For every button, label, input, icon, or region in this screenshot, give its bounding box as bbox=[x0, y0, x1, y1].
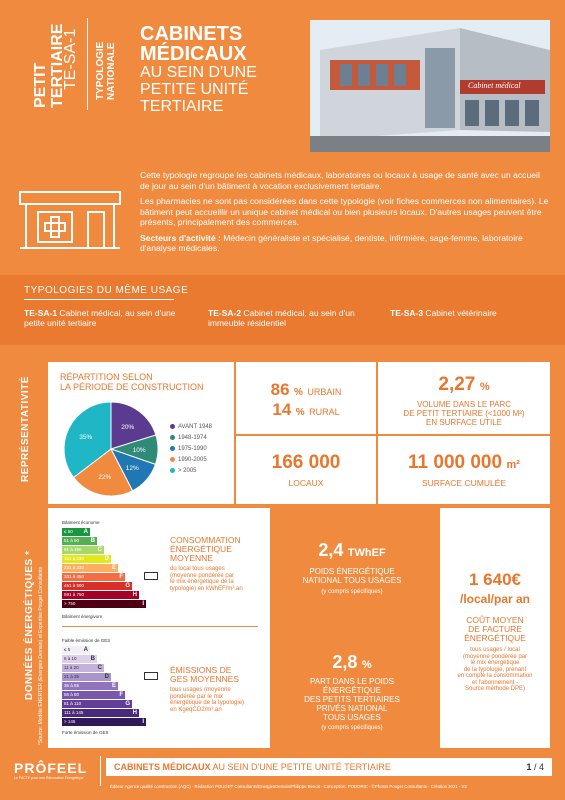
scale-row-d bbox=[62, 673, 111, 681]
header-band bbox=[0, 0, 565, 160]
source-note: *Source: Modèle ENERTER (Energies Demain) et Expertise Pouget Consultants bbox=[38, 566, 44, 745]
scale-range: 111 à 145 bbox=[64, 710, 84, 715]
scale-range: 11 à 20 bbox=[64, 665, 79, 670]
representativite-label: REPRÉSENTATIVITÉ bbox=[20, 376, 31, 482]
ges-bottom-label: Forte émission de GES bbox=[62, 730, 109, 735]
footer-rule bbox=[100, 756, 101, 786]
scale-range: 151 à 230 bbox=[64, 556, 85, 561]
scale-range: 36 à 55 bbox=[64, 683, 80, 688]
photo-sign-text: Cabinet médical bbox=[468, 81, 521, 90]
scale-range: ≤ 50 bbox=[64, 529, 73, 534]
footer-credits: Éditeur Agence qualité construction (AQC) - Rédaction POUGET Consultants/EnergiesDemain/Philippe Benoit - Conception: PODORIC - ©Photos Pouget Consultants - Création 2021 - V2 bbox=[110, 784, 467, 789]
energy-cost-panel bbox=[440, 508, 550, 748]
scale-row-h bbox=[62, 709, 139, 717]
energy-divider bbox=[62, 626, 258, 627]
surface-value: 11 000 000 m² bbox=[408, 452, 520, 473]
same-usage-underline bbox=[24, 299, 174, 300]
scale-row-i bbox=[62, 718, 146, 726]
scale-letter: D bbox=[104, 674, 109, 680]
scale-range: 451 à 590 bbox=[64, 583, 85, 588]
cost-label: COÛT MOYEN DE FACTURE ÉNERGÉTIQUE bbox=[464, 615, 526, 643]
typology-code: TE-SA-1 bbox=[62, 28, 79, 90]
intro-paragraph-1: Cette typologie regroupe les cabinets médicaux, laboratoires ou locaux à usage de santé avec un accueil de jour au sein d'un bâtiment à vocation exclusivement tertiaire. bbox=[140, 170, 540, 191]
urban-rural-panel bbox=[236, 362, 376, 434]
legend-swatch bbox=[170, 446, 175, 451]
scale-letter: F bbox=[119, 692, 123, 698]
scale-range: 6 à 10 bbox=[64, 656, 77, 661]
scale-row-a bbox=[62, 528, 90, 536]
typology-nationale-label: TYPOLOGIE NATIONALE bbox=[95, 41, 117, 100]
page-title bbox=[140, 24, 300, 115]
footer-logo: PRÔFEEL Le PACTE pour une Rénovation Énergétique bbox=[14, 760, 88, 780]
category-label: PETIT TERTIAIRE bbox=[32, 23, 66, 108]
dpe-marker bbox=[144, 572, 158, 580]
legend-swatch bbox=[170, 435, 175, 440]
title-line-5: TERTIAIRE bbox=[140, 98, 224, 115]
legend-label: AVANT 1948 bbox=[178, 424, 213, 430]
title-line-4: PETITE UNITÉ bbox=[140, 81, 249, 98]
legend-entry bbox=[170, 466, 212, 477]
title-line-3: AU SEIN D'UNE bbox=[140, 64, 257, 81]
scale-range: 591 à 750 bbox=[64, 592, 85, 597]
scale-row-h bbox=[62, 591, 139, 599]
legend-swatch bbox=[170, 468, 175, 473]
legend-swatch bbox=[170, 457, 175, 462]
scale-range: 91 à 150 bbox=[64, 547, 82, 552]
conso-block: CONSOMMATION ÉNERGÉTIQUE MOYENNE du local tous usages (moyenne pondérée par le mix énergétique de la typologie) en kWhEF/m².an bbox=[170, 535, 243, 592]
scale-range: 21 à 35 bbox=[64, 674, 80, 679]
scale-row-c bbox=[62, 546, 104, 554]
scale-letter: A bbox=[83, 647, 88, 653]
same-usage-item: TE-SA-3 Cabinet vétérinaire bbox=[390, 308, 497, 318]
pie-data-label: 35% bbox=[79, 433, 93, 441]
pie-data-label: 22% bbox=[98, 474, 112, 482]
ges-marker bbox=[144, 672, 158, 680]
ges-block: ÉMISSIONS DE GES MOYENNES tous usages (moyenne pondérée par le mix énergétique de la typologie) en KgeqCO2/m².an bbox=[170, 665, 245, 713]
dpe-top-label: Bâtiment économe bbox=[62, 520, 100, 525]
scale-range: 231 à 330 bbox=[64, 565, 85, 570]
scale-range: 81 à 110 bbox=[64, 701, 82, 706]
locaux-panel bbox=[236, 436, 376, 504]
legend-label: 1990-2005 bbox=[178, 457, 207, 463]
scale-row-b bbox=[62, 537, 97, 545]
scale-letter: C bbox=[97, 547, 102, 553]
pie-legend bbox=[170, 422, 212, 477]
clinic-building-icon bbox=[18, 190, 122, 252]
scale-letter: E bbox=[111, 565, 116, 571]
scale-row-g bbox=[62, 582, 132, 590]
same-usage-item: TE-SA-2 Cabinet médical, au sein d'un immeuble résidentiel bbox=[208, 308, 355, 328]
ges-top-label: Faible émission de GES bbox=[62, 638, 111, 643]
construction-period-pie bbox=[62, 400, 160, 498]
energy-panel bbox=[48, 508, 270, 748]
surface-panel bbox=[378, 436, 550, 504]
pie-data-label: 10% bbox=[132, 446, 146, 454]
scale-row-c bbox=[62, 664, 104, 672]
same-usage-item: TE-SA-1 Cabinet médical, au sein d'une petite unité tertiaire bbox=[24, 308, 176, 328]
legend-entry bbox=[170, 444, 212, 455]
scale-row-f bbox=[62, 573, 125, 581]
legend-label: 1948-1974 bbox=[178, 435, 207, 441]
dpe-scale bbox=[62, 528, 162, 609]
same-usage-title: TYPOLOGIES DU MÊME USAGE bbox=[24, 285, 189, 296]
scale-row-e bbox=[62, 682, 118, 690]
donnees-energetiques-label: DONNÉES ÉNERGÉTIQUES * bbox=[24, 550, 35, 700]
same-usage-section bbox=[0, 275, 565, 345]
rural-stat: 14 % RURAL bbox=[272, 400, 340, 419]
surface-label: SURFACE CUMULÉE bbox=[421, 478, 507, 488]
scale-row-f bbox=[62, 691, 125, 699]
scale-row-e bbox=[62, 564, 118, 572]
national-weight-block: 2,4 TWhEF POIDS ÉNERGÉTIQUE NATIONAL TOUS USAGES (y compris spécifiques) bbox=[302, 540, 402, 595]
scale-row-d bbox=[62, 555, 111, 563]
scale-letter: G bbox=[125, 583, 130, 589]
scale-letter: F bbox=[119, 574, 123, 580]
title-line-2: MÉDICAUX bbox=[140, 43, 247, 65]
parc-volume-panel bbox=[378, 362, 550, 434]
scale-range: > 750 bbox=[64, 601, 76, 606]
scale-letter: B bbox=[90, 656, 95, 662]
scale-row-b bbox=[62, 655, 97, 663]
scale-row-i bbox=[62, 600, 146, 608]
cost-description: tous usages / local (moyenne pondérée par le mix énergétique de la typologie, prenant en compte la consommation et l'abonnement - Source méthode DPE) bbox=[457, 647, 533, 692]
parc-volume-label: VOLUME DANS LE PARC DE PETIT TERTIAIRE (<1000 M²) EN SURFACE UTILE bbox=[403, 400, 525, 427]
scale-letter: E bbox=[111, 683, 116, 689]
title-line-1: CABINETS bbox=[140, 23, 243, 45]
scale-letter: H bbox=[132, 592, 137, 598]
legend-entry bbox=[170, 433, 212, 444]
intro-text bbox=[140, 170, 550, 254]
parc-volume-value: 2,27 % bbox=[438, 374, 490, 395]
pie-data-label: 20% bbox=[121, 423, 135, 431]
scale-letter: D bbox=[104, 556, 109, 562]
scale-letter: A bbox=[83, 529, 88, 535]
cost-value: 1 640€ bbox=[469, 570, 521, 589]
dpe-bottom-label: Bâtiment énergivore bbox=[62, 614, 103, 619]
ges-scale bbox=[62, 646, 162, 727]
scale-row-g bbox=[62, 700, 132, 708]
legend-swatch bbox=[170, 424, 175, 429]
scale-range: 51 à 90 bbox=[64, 538, 80, 543]
energy-share-block: 2,8 % PART DANS LE POIDS ÉNERGÉTIQUE DES PETITS TERTIAIRES PRIVÉS NATIONAL TOUS USAGES (y compris spécifiques) bbox=[304, 652, 400, 731]
pie-title: RÉPARTITION SELON LA PÉRIODE DE CONSTRUCTION bbox=[60, 372, 204, 392]
header-divider bbox=[87, 18, 88, 110]
pie-data-label: 12% bbox=[125, 464, 139, 472]
building-photo bbox=[310, 20, 550, 152]
locaux-label: LOCAUX bbox=[288, 478, 324, 488]
scale-letter: I bbox=[142, 601, 144, 607]
urban-stat: 86 % URBAIN bbox=[270, 380, 342, 399]
scale-letter: B bbox=[90, 538, 95, 544]
legend-label: 1975-1990 bbox=[178, 446, 207, 452]
legend-entry bbox=[170, 455, 212, 466]
intro-paragraph-2: Les pharmacies ne sont pas considérées dans cette typologie (voir fiches commerces non alimentaires). Le bâtiment peut accueillir un unique cabinet médical ou bien plusieurs locaux. D'autres usages peuvent être présents, principalement des commerces. bbox=[140, 196, 549, 227]
legend-label: > 2005 bbox=[178, 468, 197, 474]
intro-paragraph-3: Secteurs d'activité : Médecin généraliste et spécialisé, dentiste, infirmière, sage-femme, laboratoire d'analyse médicales. bbox=[140, 232, 523, 253]
scale-letter: H bbox=[132, 710, 137, 716]
scale-range: 56 à 80 bbox=[64, 692, 80, 697]
legend-entry bbox=[170, 422, 212, 433]
construction-period-panel bbox=[48, 362, 234, 504]
footer-title-bar bbox=[106, 758, 552, 776]
cost-unit: /local/par an bbox=[459, 592, 531, 606]
footer-title: CABINETS MÉDICAUX AU SEIN D'UNE PETITE UNITÉ TERTIAIRE bbox=[114, 762, 391, 772]
scale-letter: I bbox=[142, 719, 144, 725]
scale-letter: C bbox=[97, 665, 102, 671]
scale-letter: G bbox=[125, 701, 130, 707]
scale-row-a bbox=[62, 646, 90, 654]
page-indicator: 1 / 4 bbox=[526, 762, 544, 772]
locaux-value: 166 000 bbox=[271, 452, 341, 473]
scale-range: ≤ 5 bbox=[64, 647, 71, 652]
scale-range: 331 à 450 bbox=[64, 574, 85, 579]
scale-range: > 145 bbox=[64, 719, 76, 724]
